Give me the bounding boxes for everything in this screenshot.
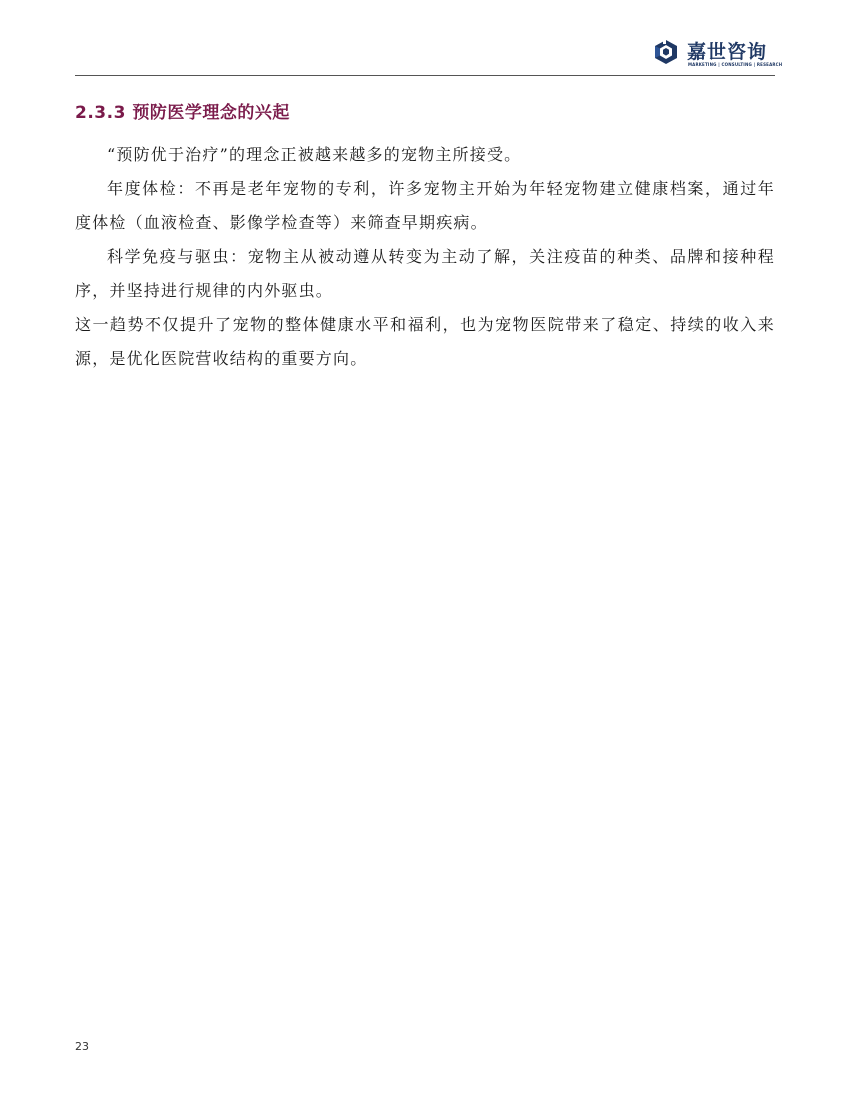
cube-logo-icon <box>652 38 680 66</box>
main-content <box>75 98 775 376</box>
paragraph-annual-checkup: 年度体检：不再是老年宠物的专利，许多宠物主开始为年轻宠物建立健康档案，通过年度体检（血液检查、影像学检查等）来筛查早期疾病。 <box>75 179 775 232</box>
brand-tagline: MARKETING | CONSULTING | RESEARCH <box>688 62 783 67</box>
page-number: 23 <box>75 1040 89 1053</box>
paragraph-immunization-deworming: 科学免疫与驱虫：宠物主从被动遵从转变为主动了解，关注疫苗的种类、品牌和接种程序，并坚持进行规律的内外驱虫。 <box>75 247 775 300</box>
brand-name: 嘉世咨询 <box>687 41 768 63</box>
section-heading: 2.3.3 预防医学理念的兴起 <box>75 103 290 123</box>
brand-logo <box>652 38 783 70</box>
page-header <box>0 0 850 78</box>
paragraph-trend-summary: 这一趋势不仅提升了宠物的整体健康水平和福利，也为宠物医院带来了稳定、持续的收入来源，是优化医院营收结构的重要方向。 <box>75 315 775 368</box>
header-divider <box>75 75 775 76</box>
paragraph-prevention-concept: “预防优于治疗”的理念正被越来越多的宠物主所接受。 <box>107 145 522 164</box>
